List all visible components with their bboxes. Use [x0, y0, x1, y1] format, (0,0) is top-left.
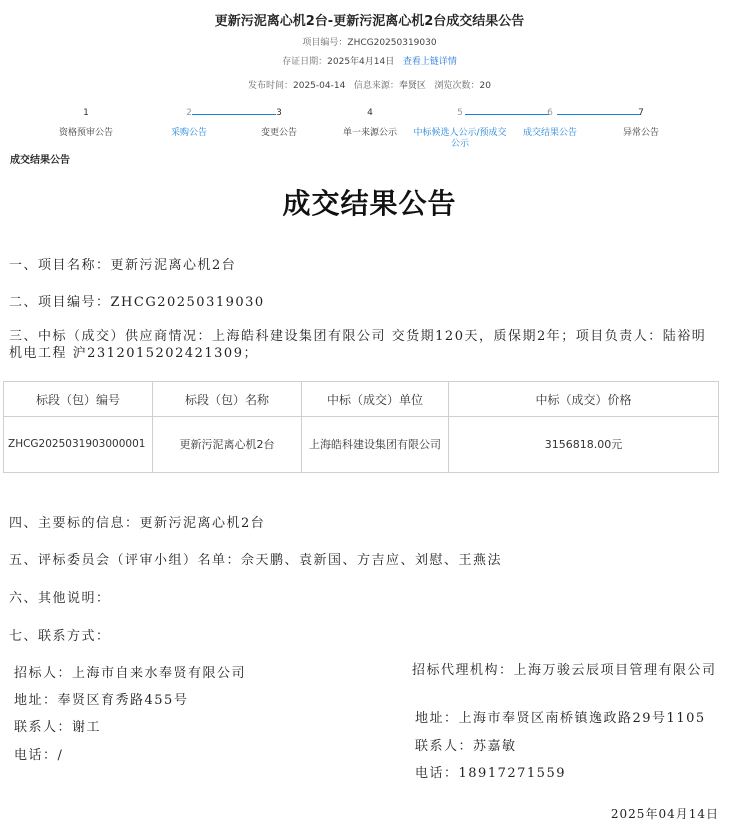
table-header: 标段（包）编号 — [4, 382, 153, 417]
table-cell: 上海皓科建设集团有限公司 — [302, 417, 449, 473]
item-value: ZHCG20250319030 — [110, 295, 265, 310]
agency-name: 招标代理机构：上海万骏云辰项目管理有限公司 — [412, 663, 717, 678]
agency-phone: 电话：18917271559 — [415, 766, 566, 781]
agency-address: 地址：上海市奉贤区南桥镇逸政路29号1105 — [415, 711, 706, 726]
table-header: 中标（成交）单位 — [302, 382, 449, 417]
project-number-line — [0, 35, 739, 48]
tenderer-address: 地址：奉贤区育秀路455号 — [14, 693, 189, 708]
item-label: 五、评标委员会（评审小组）名单： — [9, 553, 242, 568]
step-number: 6 — [547, 108, 553, 118]
step-5[interactable] — [410, 108, 510, 150]
step-6[interactable] — [500, 108, 600, 139]
chain-details-link[interactable]: 查看上链详情 — [402, 57, 457, 67]
step-number: 1 — [83, 108, 89, 118]
step-number: 3 — [276, 108, 282, 118]
source-label: 信息来源： — [353, 81, 399, 91]
item-label: 六、其他说明： — [9, 591, 111, 606]
step-1[interactable] — [36, 108, 136, 139]
tenderer-contact: 联系人：谢工 — [14, 720, 102, 735]
item-committee — [9, 549, 502, 568]
step-label: 异常公告 — [622, 128, 659, 138]
table-row — [4, 417, 719, 473]
views-label: 浏览次数： — [434, 81, 480, 91]
views-count: 20 — [479, 81, 491, 91]
item-value: 更新污泥离心机2台 — [139, 516, 266, 531]
publish-info-line — [0, 78, 739, 91]
project-number-label: 项目编号： — [302, 38, 348, 48]
step-label: 采购公告 — [170, 128, 207, 138]
item-contacts — [9, 625, 111, 644]
item-other-notes — [9, 587, 111, 606]
step-label: 变更公告 — [260, 128, 297, 138]
table-cell: ZHCG2025031903000001 — [4, 417, 153, 473]
step-label: 成交结果公告 — [522, 128, 577, 138]
step-number: 5 — [457, 108, 463, 118]
source: 奉贤区 — [398, 81, 426, 91]
step-label: 中标候选人公示/预成交公示 — [413, 128, 507, 149]
step-2[interactable] — [139, 108, 239, 139]
step-number: 4 — [367, 108, 373, 118]
item-label: 七、联系方式： — [9, 629, 111, 644]
item-value: 佘天鹏、袁新国、方吉应、刘慰、王燕法 — [241, 553, 503, 568]
evidence-date-label: 存证日期： — [282, 57, 328, 67]
item-supplier-info — [9, 328, 724, 362]
table-header-row — [4, 382, 719, 417]
publish-time-label: 发布时间： — [247, 81, 293, 91]
step-3[interactable] — [229, 108, 329, 139]
item-value: 更新污泥离心机2台 — [110, 258, 237, 273]
item-project-number — [9, 291, 265, 310]
step-label: 单一来源公示 — [342, 128, 397, 138]
tenderer-name: 招标人：上海市自来水奉贤有限公司 — [14, 666, 247, 681]
agency-contact: 联系人：苏嘉敏 — [415, 739, 517, 754]
result-table — [3, 381, 719, 473]
item-main-subject — [9, 512, 265, 531]
publish-time: 2025-04-14 — [293, 81, 346, 91]
item-label: 一、项目名称： — [9, 258, 111, 273]
table-header: 标段（包）名称 — [153, 382, 302, 417]
table-cell: 3156818.00元 — [449, 417, 719, 473]
project-number: ZHCG20250319030 — [347, 38, 437, 48]
item-label: 三、中标（成交）供应商情况： — [9, 329, 213, 344]
evidence-line — [0, 54, 739, 67]
evidence-date: 2025年4月14日 — [327, 57, 395, 67]
announcement-title: 更新污泥离心机2台-更新污泥离心机2台成交结果公告 — [214, 14, 525, 29]
item-value: 上海皓科建设集团有限公司 交货期120天，质保期2年；项目负责人：陆裕明 机电工程 沪2312015202421309； — [9, 329, 707, 361]
section-tag: 成交结果公告 — [10, 155, 70, 166]
step-label: 资格预审公告 — [58, 128, 113, 138]
sign-date: 2025年04月14日 — [610, 807, 719, 821]
item-project-name — [9, 254, 236, 273]
step-number: 7 — [638, 108, 644, 118]
item-label: 二、项目编号： — [9, 295, 111, 310]
process-steps — [40, 108, 720, 158]
table-header: 中标（成交）价格 — [449, 382, 719, 417]
step-7[interactable] — [591, 108, 691, 139]
step-4[interactable] — [320, 108, 420, 139]
table-cell: 更新污泥离心机2台 — [153, 417, 302, 473]
tenderer-phone: 电话：/ — [14, 748, 64, 763]
step-number: 2 — [186, 108, 192, 118]
item-label: 四、主要标的信息： — [9, 516, 140, 531]
document-title: 成交结果公告 — [282, 187, 457, 220]
